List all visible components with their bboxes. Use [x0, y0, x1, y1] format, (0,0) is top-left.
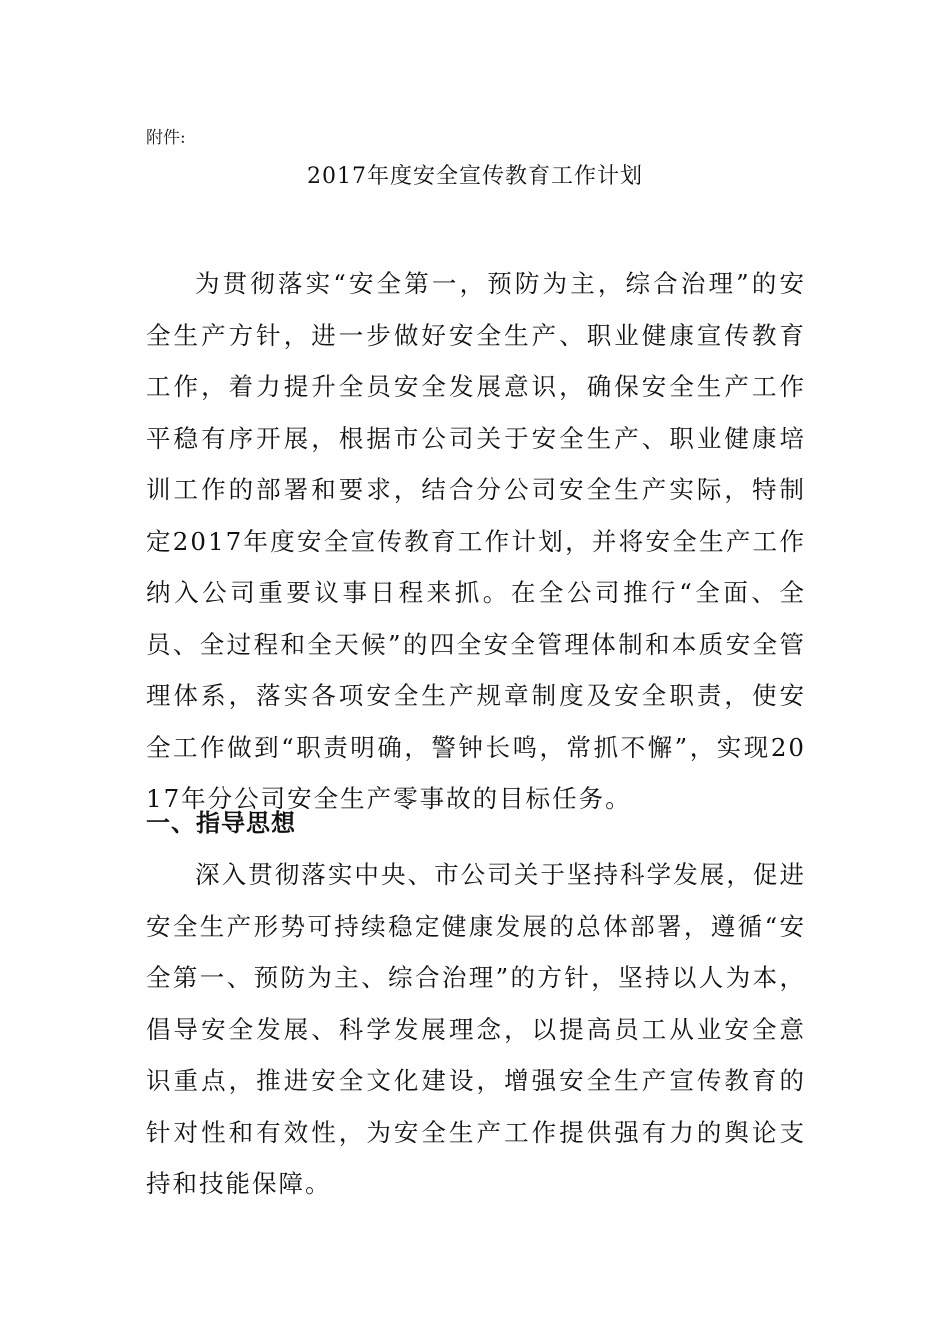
intro-paragraph: 为贯彻落实“安全第一，预防为主，综合治理”的安全生产方针，进一步做好安全生产、职业健康宣传教育工作，着力提升全员安全发展意识，确保安全生产工作平稳有序开展，根据市公司关于安全生产、职业健康培训工作的部署和要求，结合分公司安全生产实际，特制定2017年度安全宣传教育工作计划，并将安全生产工作纳入公司重要议事日程来抓。在全公司推行“全面、全员、全过程和全天候”的四全安全管理体制和本质安全管理体系，落实各项安全生产规章制度及安全职责，使安全工作做到“职责明确，警钟长鸣，常抓不懈”，实现2017年分公司安全生产零事故的目标任务。: [146, 269, 806, 813]
intro-block: [146, 258, 806, 825]
section-paragraph-guiding-ideology: 深入贯彻落实中央、市公司关于坚持科学发展，促进安全生产形势可持续稳定健康发展的总体部署，遵循“安全第一、预防为主、综合治理”的方针，坚持以人为本，倡导安全发展、科学发展理念，以提高员工从业安全意识重点，推进安全文化建设，增强安全生产宣传教育的针对性和有效性，为安全生产工作提供强有力的舆论支持和技能保障。: [146, 860, 806, 1198]
section-body-block: [146, 849, 806, 1210]
section-heading-guiding-ideology: 一、指导思想: [146, 809, 296, 837]
attachment-label: 附件:: [146, 128, 186, 148]
document-title: 2017年度安全宣传教育工作计划: [307, 164, 643, 189]
section-heading-block: [146, 803, 806, 843]
